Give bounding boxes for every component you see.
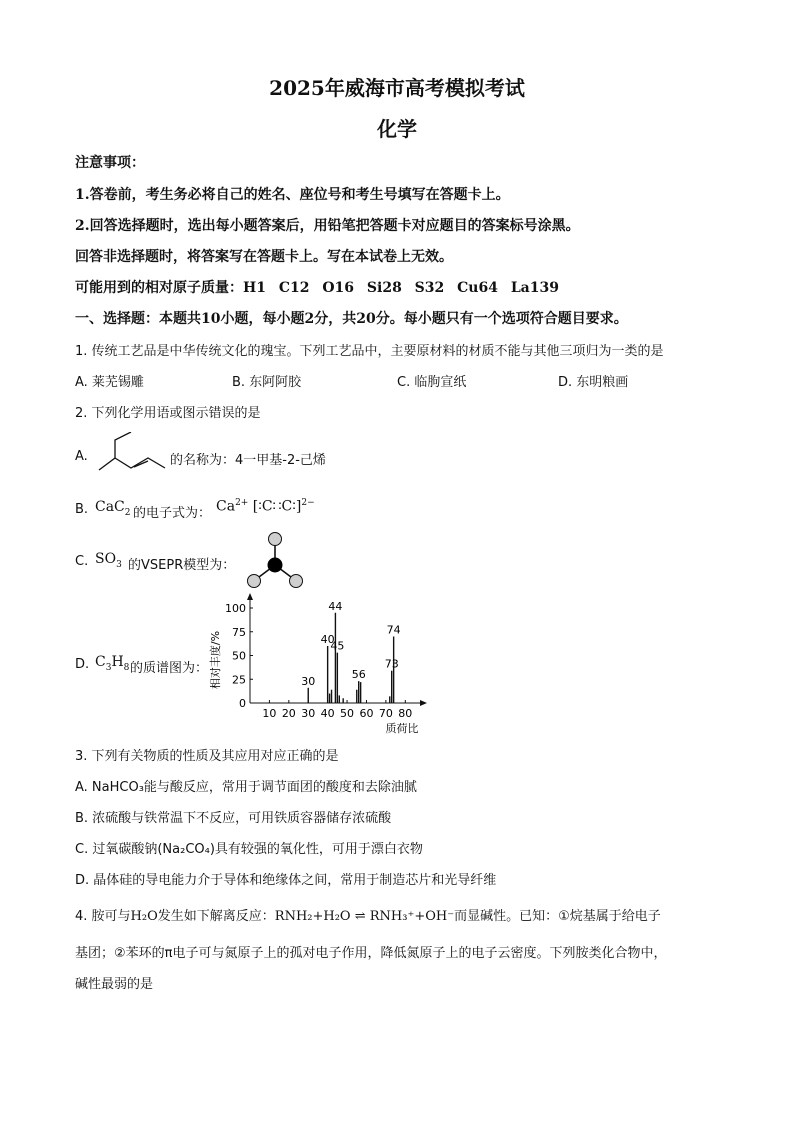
question-3-stem: 3. 下列有关物质的性质及其应用对应正确的是	[75, 749, 339, 764]
question-2-option-b-text: 的电子式为：	[133, 506, 212, 521]
chart-y-tick-label: 100	[225, 602, 246, 615]
chart-y-axis-label: 相对丰度/%	[209, 630, 222, 690]
chart-x-tick-label: 10	[262, 707, 277, 720]
question-2-option-a-label: A.	[75, 449, 88, 464]
question-1-stem: 1. 传统工艺品是中华传统文化的瑰宝。下列工艺品中，主要原材料的材质不能与其他三项归为一类的是	[75, 344, 664, 359]
question-3-option-c: C. 过氧碳酸钠(Na₂CO₄)具有较强的氧化性，可用于漂白衣物	[75, 842, 423, 857]
chart-y-tick-label: 0	[239, 697, 246, 710]
notes-line-2: 2.回答选择题时，选出每小题答案后，用铅笔把答题卡对应题目的答案标号涂黑。	[75, 218, 580, 234]
chart-y-tick-label: 50	[232, 649, 246, 663]
chart-peak-label: 74	[386, 623, 401, 637]
chart-peak-label: 40	[320, 633, 335, 646]
chart-x-tick-label: 50	[340, 707, 355, 720]
question-1-option-b: B. 东阿阿胶	[232, 375, 302, 390]
question-2-option-c-text: 的VSEPR模型为：	[128, 558, 236, 573]
question-2-option-d-label: D.	[75, 657, 90, 672]
chart-x-tick-label: 20	[281, 707, 296, 720]
exam-title: 2025年威海市高考模拟考试	[269, 76, 525, 100]
chart-peak-label: 45	[330, 639, 345, 653]
chart-y-axis-arrow	[247, 593, 253, 600]
mass-spectrum-chart	[205, 590, 435, 740]
chart-peak-label: 44	[328, 599, 343, 613]
question-2-option-b-formula: CaC$_2$	[95, 499, 131, 518]
subject-title: 化学	[377, 117, 417, 141]
question-1-option-d: D. 东明粮画	[558, 375, 629, 390]
chart-x-tick-label: 30	[301, 707, 316, 720]
chart-x-tick-label: 80	[398, 707, 413, 720]
atomic-masses: 可能用到的相对原子质量：H1 C12 O16 Si28 S32 Cu64 La139	[75, 280, 559, 296]
chart-y-tick-label: 75	[232, 625, 246, 639]
notes-line-3: 回答非选择题时，将答案写在答题卡上。写在本试卷上无效。	[75, 249, 453, 265]
question-2-option-c-formula: $SO_3$	[95, 551, 122, 570]
question-1-option-c: C. 临朐宣纸	[397, 375, 467, 390]
chart-x-axis-arrow	[420, 700, 427, 706]
skeletal-structure-diagram	[95, 432, 170, 474]
section-1-heading: 一、选择题：本题共10小题，每小题2分，共20分。每小题只有一个选项符合题目要求。	[75, 311, 628, 327]
question-1-option-a: A. 莱芜锡雕	[75, 375, 144, 390]
chart-y-tick-label: 25	[232, 673, 246, 687]
chart-x-tick-label: 70	[378, 707, 393, 720]
question-4-line-1: 4. 胺可与H₂O发生如下解离反应：RNH₂+H₂O ⇌ RNH₃⁺+OH⁻而显碱性。已知：①烷基属于给电子	[75, 909, 661, 924]
vsepr-model-diagram	[244, 530, 306, 592]
question-2-option-c-label: C.	[75, 554, 89, 569]
chart-peak-label: 30	[301, 674, 316, 688]
notes-line-1: 1.答卷前，考生务必将自己的姓名、座位号和考生号填写在答题卡上。	[75, 187, 510, 203]
question-4-line-3: 碱性最弱的是	[75, 977, 154, 992]
chart-x-tick-label: 60	[359, 707, 374, 720]
notes-heading: 注意事项：	[75, 155, 145, 171]
question-2-option-d-formula: $C_3H_8$	[95, 654, 130, 673]
question-4-line-2: 基团；②苯环的π电子可与氮原子上的孤对电子作用，降低氮原子上的电子云密度。下列胺类化合物中，	[75, 946, 667, 961]
question-2-stem: 2. 下列化学用语或图示错误的是	[75, 406, 261, 421]
question-3-option-a: A. NaHCO₃能与酸反应，常用于调节面团的酸度和去除油腻	[75, 780, 417, 795]
chart-peak-label: 56	[351, 668, 366, 682]
chart-x-axis-label: 质荷比	[385, 722, 419, 735]
chart-x-tick-label: 40	[320, 707, 335, 720]
chart-peak-label: 73	[384, 657, 399, 671]
question-2-option-a-text: 的名称为：4一甲基-2-己烯	[170, 453, 326, 468]
question-3-option-b: B. 浓硫酸与铁常温下不反应，可用铁质容器储存浓硫酸	[75, 811, 392, 826]
question-2-option-d-text: 的质谱图为：	[130, 661, 209, 676]
question-3-option-d: D. 晶体硅的导电能力介于导体和绝缘体之间，常用于制造芯片和光导纤维	[75, 873, 497, 888]
electron-formula: $Ca^{2+}$ [∶C∷C∶]$^{2-}$	[216, 498, 315, 515]
question-2-option-b-label: B.	[75, 502, 89, 517]
